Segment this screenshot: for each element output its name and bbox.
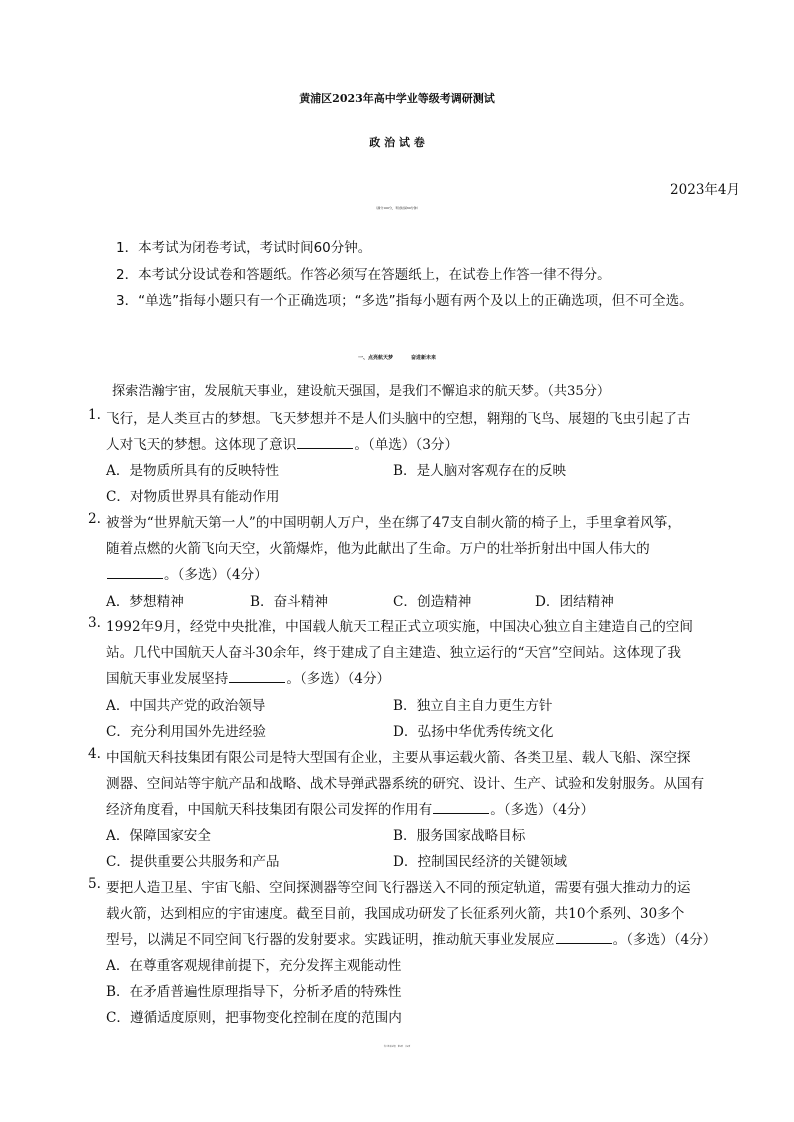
question-5-stem: 型号，以满足不同空间飞行器的发射要求。实践证明，推动航天事业发展应 (106, 932, 555, 948)
question-4-option-d: D．控制国民经济的关键领域 (393, 854, 568, 870)
question-4-line-2: 测器、空间站等宇航产品和战略、战术导弹武器系统的研究、设计、生产、试验和发射服务。从国有 (106, 776, 705, 792)
section-title (0, 354, 794, 361)
question-4-number: 4. (88, 746, 101, 762)
question-5-line-1: 要把人造卫星、宇宙飞船、空间探测器等空间飞行器送入不同的预定轨道，需要有强大推动力的运 (106, 880, 691, 896)
question-1-option-b: B．是人脑对客观存在的反映 (393, 463, 567, 479)
question-5-line-3 (106, 928, 716, 948)
question-3-line-2: 站。几代中国航天人奋斗30余年，终于建成了自主建造、独立运行的“天宫”空间站。这体现了我 (106, 645, 681, 661)
question-2-type: 。（多选）（4分） (164, 567, 268, 583)
answer-blank (297, 434, 353, 449)
instruction-3: 3．“单选”指每小题只有一个正确选项；“多选”指每小题有两个及以上的正确选项，但不可全选。 (116, 293, 693, 309)
answer-blank (107, 564, 163, 579)
question-2-line-1: 被誉为“世界航天第一人”的中国明朝人万户，坐在绑了47支自制火箭的椅子上，手里拿着风筝， (106, 515, 681, 531)
question-1-line-2 (106, 433, 458, 453)
instruction-1: 1．本考试为闭卷考试，考试时间60分钟。 (116, 240, 372, 256)
question-4-line-3 (106, 798, 594, 818)
question-1-option-c: C．对物质世界具有能动作用 (106, 489, 280, 505)
question-2-option-d: D．团结精神 (535, 594, 614, 610)
question-5-number: 5. (88, 876, 101, 892)
exam-subtitle: 政 治 试 卷 (369, 136, 425, 149)
question-5-option-b: B．在矛盾普遍性原理指导下，分析矛盾的特殊性 (106, 984, 402, 1000)
answer-blank (433, 799, 489, 814)
question-1-number: 1. (88, 407, 101, 423)
question-3-stem: 国航天事业发展坚持 (106, 671, 229, 687)
question-3-option-d: D．弘扬中华优秀传统文化 (393, 724, 554, 740)
question-5-option-a: A．在尊重客观规律前提下，充分发挥主观能动性 (106, 958, 402, 974)
question-3-line-1: 1992年9月，经党中央批准，中国载人航天工程正式立项实施，中国决心独立自主建造自己的空间 (106, 619, 693, 635)
question-4-type: 。（多选）（4分） (490, 802, 595, 818)
question-4-option-c: C．提供重要公共服务和产品 (106, 854, 280, 870)
instruction-2: 2．本考试分设试卷和答题纸。作答必须写在答题纸上，在试卷上作答一律不得分。 (116, 267, 611, 283)
question-2-option-b: B．奋斗精神 (250, 594, 328, 610)
answer-blank (229, 668, 285, 683)
question-1-stem: 人对飞天的梦想。这体现了意识 (106, 437, 297, 453)
question-1-type: 。（单选）（3分） (354, 437, 459, 453)
question-3-option-c: C．充分利用国外先进经验 (106, 724, 266, 740)
question-3-type: 。（多选）（4分） (286, 671, 391, 687)
section-title-part-a: 一、点亮航天梦 (357, 355, 393, 361)
page-footer: 高三政治试卷 第1页 共4页 (383, 1046, 411, 1048)
exam-date: 2023年4月 (670, 182, 740, 198)
question-3-option-a: A．中国共产党的政治领导 (106, 698, 266, 714)
question-3-line-3 (106, 667, 390, 687)
section-title-part-b: 奋进新未来 (411, 355, 437, 361)
question-5-option-c: C．遵循适度原则，把事物变化控制在度的范围内 (106, 1010, 402, 1026)
question-3-option-b: B．独立自主自力更生方针 (393, 698, 553, 714)
question-3-number: 3. (88, 615, 101, 631)
question-4-line-1: 中国航天科技集团有限公司是特大型国有企业，主要从事运载火箭、各类卫星、载人飞船、深空探 (106, 750, 691, 766)
question-1-line-1: 飞行，是人类亘古的梦想。飞天梦想并不是人们头脑中的空想，翱翔的飞鸟、展翅的飞虫引起了古 (106, 411, 691, 427)
question-1-option-a: A．是物质所具有的反映特性 (106, 463, 279, 479)
question-2-line-3 (106, 563, 268, 583)
exam-duration: （满分100分，考试时间60分钟） (374, 206, 420, 210)
exam-title: 黄浦区2023年高中学业等级考调研测试 (299, 92, 495, 105)
answer-blank (556, 929, 612, 944)
question-4-option-b: B．服务国家战略目标 (393, 828, 526, 844)
question-2-option-c: C．创造精神 (393, 594, 472, 610)
question-5-type: 。（多选）（4分） (612, 932, 717, 948)
question-2-option-a: A．梦想精神 (106, 594, 184, 610)
section-intro: 探索浩瀚宇宙，发展航天事业，建设航天强国，是我们不懈追求的航天梦。（共35分） (112, 384, 611, 399)
question-5-line-2: 载火箭，达到相应的宇宙速度。截至目前，我国成功研发了长征系列火箭，共10个系列、30多个 (106, 906, 685, 922)
question-4-option-a: A．保障国家安全 (106, 828, 211, 844)
question-2-number: 2. (88, 511, 101, 527)
question-4-stem: 经济角度看，中国航天科技集团有限公司发挥的作用有 (106, 802, 433, 818)
question-2-line-2: 随着点燃的火箭飞向天空，火箭爆炸，他为此献出了生命。万户的壮举折射出中国人伟大的 (106, 541, 650, 557)
